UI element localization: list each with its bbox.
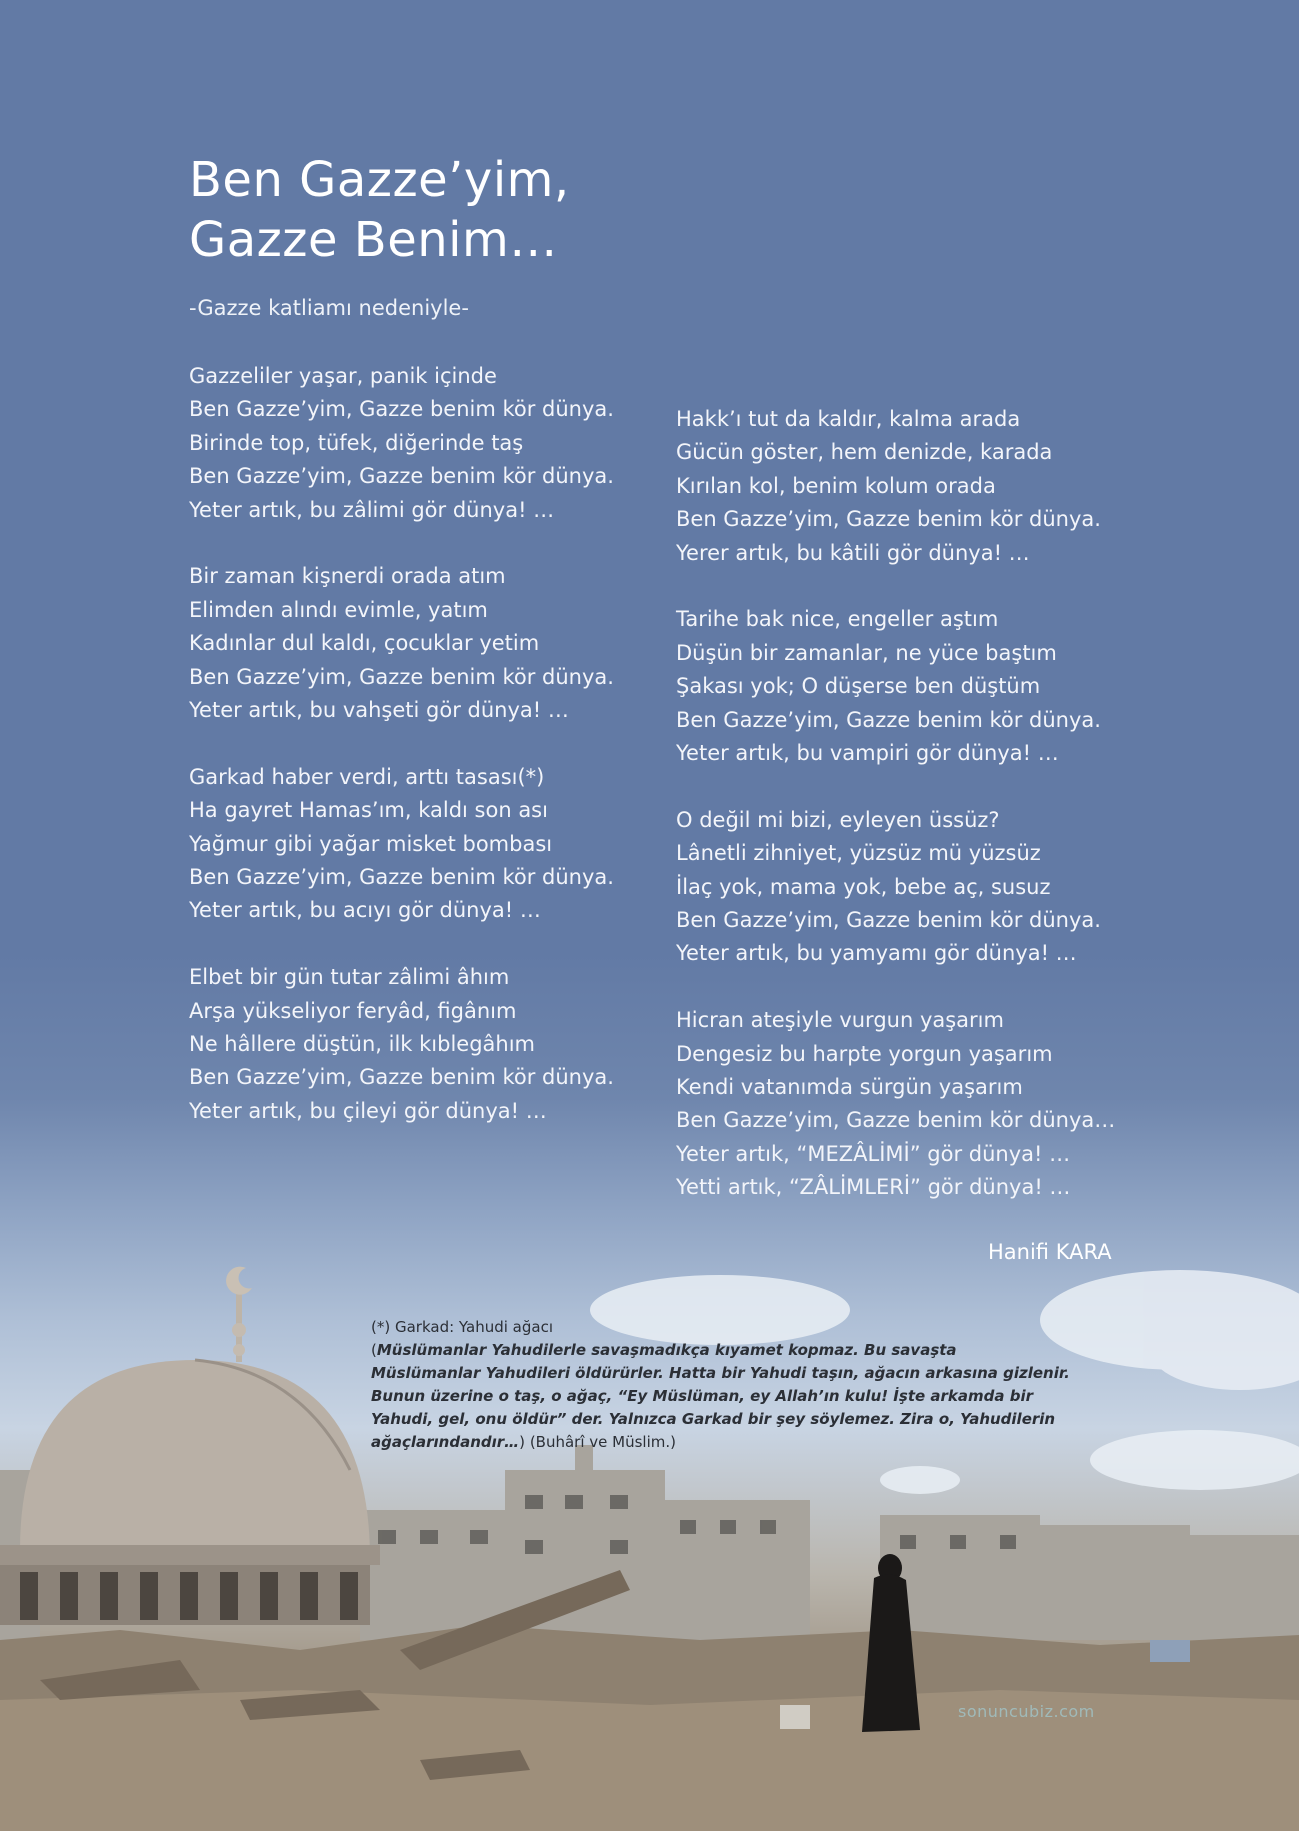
stanza bbox=[676, 1004, 1115, 1204]
poem-author: Hanifi KARA bbox=[988, 1240, 1112, 1264]
verse-line: Elbet bir gün tutar zâlimi âhım bbox=[189, 965, 510, 990]
verse-line: Yeter artık, bu vampiri gör dünya! … bbox=[676, 741, 1059, 766]
poem-left-column bbox=[189, 360, 614, 1162]
poem-subtitle: -Gazze katliamı nedeniyle- bbox=[189, 296, 469, 320]
verse-line: O değil mi bizi, eyleyen üssüz? bbox=[676, 807, 1000, 832]
site-watermark: sonuncubiz.com bbox=[958, 1702, 1095, 1721]
verse-line: Ne hâllere düştün, ilk kıblegâhım bbox=[189, 1032, 536, 1057]
stanza bbox=[676, 804, 1115, 971]
verse-line: Garkad haber verdi, arttı tasası(*) bbox=[189, 764, 545, 789]
verse-line: Ha gayret Hamas’ım, kaldı son ası bbox=[189, 798, 548, 823]
footnote bbox=[371, 1316, 1071, 1454]
verse-line: Ben Gazze’yim, Gazze benim kör dünya. bbox=[676, 507, 1101, 532]
verse-line: Yeter artık, bu yamyamı gör dünya! … bbox=[676, 941, 1077, 966]
stanza bbox=[189, 961, 614, 1128]
verse-line: Birinde top, tüfek, diğerinde taş bbox=[189, 430, 524, 455]
verse-line: Kadınlar dul kaldı, çocuklar yetim bbox=[189, 631, 540, 656]
footnote-hadith: Müslümanlar Yahudilerle savaşmadıkça kıyamet kopmaz. Bu savaşta Müslümanlar Yahudileri öldürürler. Hatta bir Yahudi taşın, ağacın arkasına gizlenir. Bunun üzerine o taş, o ağaç, “Ey Müslüman, ey Allah’ın kulu! İşte arkamda bir Yahudi, gel, onu öldür” der. Yalnızca Garkad bir şey söylemez. Zira o, Yahudilerin ağaçlarındandır… bbox=[371, 1341, 1070, 1451]
verse-line: Ben Gazze’yim, Gazze benim kör dünya. bbox=[676, 707, 1101, 732]
verse-line: Ben Gazze’yim, Gazze benim kör dünya. bbox=[189, 865, 614, 890]
verse-line: Ben Gazze’yim, Gazze benim kör dünya. bbox=[189, 1065, 614, 1090]
verse-line: Dengesiz bu harpte yorgun yaşarım bbox=[676, 1041, 1053, 1066]
verse-line: Elimden alındı evimle, yatım bbox=[189, 597, 488, 622]
verse-line: Hicran ateşiyle vurgun yaşarım bbox=[676, 1008, 1004, 1033]
poem-title-line-2: Gazze Benim… bbox=[189, 212, 558, 268]
verse-line: Yeter artık, bu çileyi gör dünya! … bbox=[189, 1098, 547, 1123]
verse-line: Ben Gazze’yim, Gazze benim kör dünya. bbox=[189, 397, 614, 422]
footnote-close-paren: ) bbox=[519, 1433, 526, 1451]
verse-line: Ben Gazze’yim, Gazze benim kör dünya. bbox=[676, 908, 1101, 933]
verse-line: Kırılan kol, benim kolum orada bbox=[676, 473, 996, 498]
verse-line: Yerer artık, bu kâtili gör dünya! … bbox=[676, 540, 1030, 565]
verse-line: Yeter artık, bu acıyı gör dünya! … bbox=[189, 898, 541, 923]
stanza bbox=[189, 560, 614, 727]
poem-title bbox=[189, 150, 570, 270]
stanza bbox=[189, 360, 614, 527]
verse-line: Ben Gazze’yim, Gazze benim kör dünya… bbox=[676, 1108, 1116, 1133]
verse-line: Gücün göster, hem denizde, karada bbox=[676, 440, 1053, 465]
verse-line: İlaç yok, mama yok, bebe aç, susuz bbox=[676, 874, 1051, 899]
verse-line: Yetti artık, “ZÂLİMLERİ” gör dünya! … bbox=[676, 1175, 1071, 1200]
poem-right-column bbox=[676, 403, 1115, 1238]
verse-line: Gazzeliler yaşar, panik içinde bbox=[189, 364, 497, 388]
verse-line: Ben Gazze’yim, Gazze benim kör dünya. bbox=[189, 664, 614, 689]
verse-line: Bir zaman kişnerdi orada atım bbox=[189, 564, 506, 589]
poem-title-line-1: Ben Gazze’yim, bbox=[189, 152, 570, 208]
verse-line: Tarihe bak nice, engeller aştım bbox=[676, 607, 999, 632]
footnote-open-paren: ( bbox=[371, 1341, 377, 1359]
footnote-source: (Buhârî ve Müslim.) bbox=[529, 1433, 676, 1451]
verse-line: Hakk’ı tut da kaldır, kalma arada bbox=[676, 407, 1021, 431]
verse-line: Yeter artık, “MEZÂLİMİ” gör dünya! … bbox=[676, 1141, 1071, 1166]
verse-line: Arşa yükseliyor feryâd, figânım bbox=[189, 998, 517, 1023]
verse-line: Düşün bir zamanlar, ne yüce baştım bbox=[676, 640, 1057, 665]
footnote-label: (*) Garkad: Yahudi ağacı bbox=[371, 1318, 553, 1336]
verse-line: Yeter artık, bu zâlimi gör dünya! … bbox=[189, 497, 555, 522]
stanza bbox=[676, 603, 1115, 770]
verse-line: Yeter artık, bu vahşeti gör dünya! … bbox=[189, 698, 569, 723]
verse-line: Yağmur gibi yağar misket bombası bbox=[189, 831, 553, 856]
stanza bbox=[189, 761, 614, 928]
verse-line: Kendi vatanımda sürgün yaşarım bbox=[676, 1075, 1023, 1100]
verse-line: Şakası yok; O düşerse ben düştüm bbox=[676, 674, 1041, 699]
verse-line: Ben Gazze’yim, Gazze benim kör dünya. bbox=[189, 464, 614, 489]
mosque-dome bbox=[0, 1267, 380, 1625]
verse-line: Lânetli zihniyet, yüzsüz mü yüzsüz bbox=[676, 841, 1041, 866]
stanza bbox=[676, 403, 1115, 570]
